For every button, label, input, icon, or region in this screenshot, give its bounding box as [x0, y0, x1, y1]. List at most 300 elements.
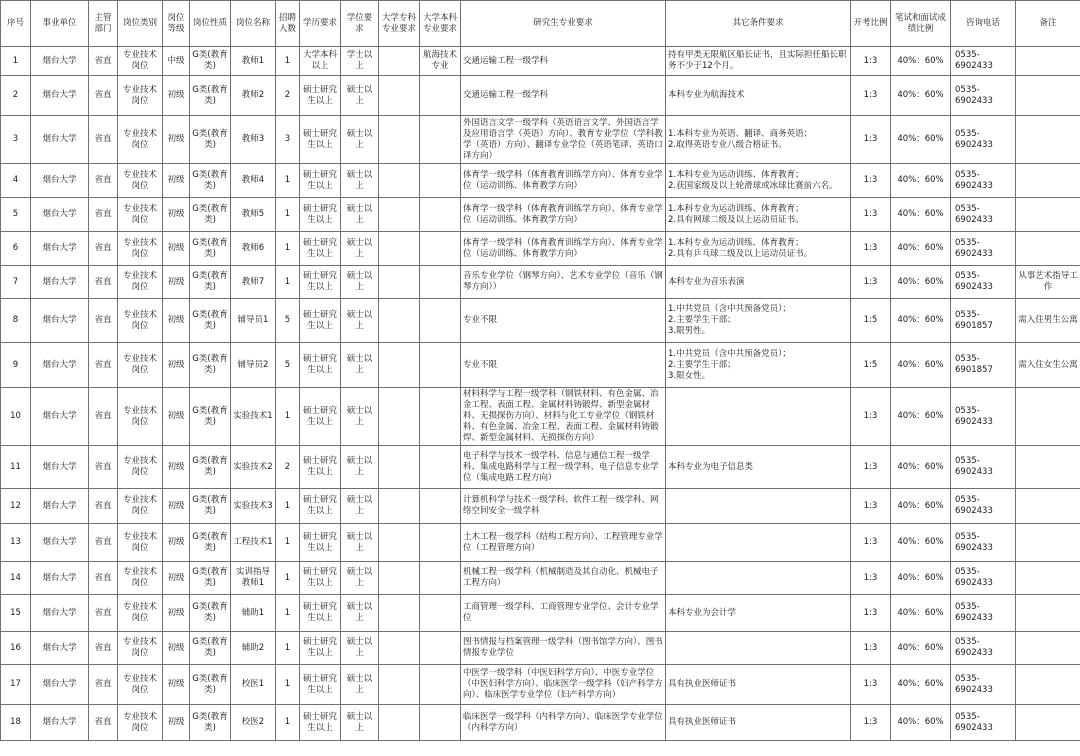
cell-cat: 专业技术岗位: [118, 76, 163, 116]
cell-ratio: 1:3: [851, 632, 891, 665]
cell-note: 需入住男生公寓: [1016, 299, 1080, 343]
cell-no: 17: [1, 665, 31, 705]
cell-degree: 硕士以上: [341, 524, 379, 562]
cell-unit: 烟台大学: [31, 489, 89, 524]
cell-nature: G类(教育类): [190, 632, 231, 665]
cell-other: [666, 632, 851, 665]
cell-cat: 专业技术岗位: [118, 562, 163, 595]
cell-cat: 专业技术岗位: [118, 299, 163, 343]
cell-dept: 省直: [89, 562, 118, 595]
cell-no: 12: [1, 489, 31, 524]
cell-name: 实验技术2: [231, 446, 276, 489]
table-row: [1, 198, 1080, 232]
cell-note: [1016, 232, 1080, 266]
cell-cat: 专业技术岗位: [118, 489, 163, 524]
cell-phone: 0535-6902433: [951, 665, 1016, 705]
cell-count: 1: [276, 705, 300, 741]
cell-name: 实验技术1: [231, 388, 276, 446]
cell-score: 40%：60%: [891, 632, 951, 665]
header-cell: 大学专科专业要求: [379, 1, 420, 47]
cell-count: 1: [276, 489, 300, 524]
cell-other: [666, 524, 851, 562]
cell-degree: 硕士以上: [341, 232, 379, 266]
cell-unit: 烟台大学: [31, 266, 89, 299]
cell-no: 7: [1, 266, 31, 299]
cell-other: 1.本科专业为运动训练、体育教育； 2.具有乒乓球二级及以上运动员证书。: [666, 232, 851, 266]
cell-grad: 中医学一级学科（中医妇科学方向）、中医专业学位（中医妇科学方向）、临床医学一级学科（妇产科学方向）、临床医学专业学位（妇产科学方向）: [461, 665, 666, 705]
cell-no: 5: [1, 198, 31, 232]
cell-name: 教师3: [231, 116, 276, 164]
cell-degree: 硕士以上: [341, 562, 379, 595]
cell-degree: 硕士以上: [341, 489, 379, 524]
cell-no: 16: [1, 632, 31, 665]
cell-other: [666, 489, 851, 524]
cell-count: 1: [276, 595, 300, 632]
header-cell: 其它条件要求: [666, 1, 851, 47]
cell-score: 40%：60%: [891, 198, 951, 232]
cell-other: 具有执业医师证书: [666, 665, 851, 705]
cell-unit: 烟台大学: [31, 116, 89, 164]
cell-degree: 硕士以上: [341, 705, 379, 741]
cell-no: 8: [1, 299, 31, 343]
cell-cat: 专业技术岗位: [118, 595, 163, 632]
cell-grad: 外国语言文学一级学科（英语语言文学、外国语言学及应用语言学（英语）方向）、教育专业学位（学科教学（英语）方向）、翻译专业学位（英语笔译、英语口译方向）: [461, 116, 666, 164]
cell-count: 2: [276, 446, 300, 489]
cell-no: 2: [1, 76, 31, 116]
cell-score: 40%：60%: [891, 705, 951, 741]
cell-name: 实训指导教师1: [231, 562, 276, 595]
cell-count: 1: [276, 524, 300, 562]
cell-level: 初级: [163, 665, 190, 705]
cell-grad: 电子科学与技术一级学科、信息与通信工程一级学科、集成电路科学与工程一级学科、电子信息专业学位（集成电路工程方向）: [461, 446, 666, 489]
cell-nature: G类(教育类): [190, 595, 231, 632]
cell-count: 1: [276, 665, 300, 705]
cell-ratio: 1:3: [851, 76, 891, 116]
cell-grad: 图书情报与档案管理一级学科（图书馆学方向）、图书情报专业学位: [461, 632, 666, 665]
cell-level: 初级: [163, 705, 190, 741]
cell-name: 教师7: [231, 266, 276, 299]
cell-grad: 材料科学与工程一级学科（钢铁材料、有色金属、冶金工程、表面工程、金属材料铸锻焊、新型金属材料、无损探伤方向）、材料与化工专业学位（钢铁材料、有色金属、冶金工程、表面工程、金属材料铸锻焊、新型金属材料、无损探伤方向）: [461, 388, 666, 446]
table-row: [1, 705, 1080, 741]
cell-grad: 土木工程一级学科（结构工程方向）、工程管理专业学位（工程管理方向）: [461, 524, 666, 562]
cell-college: [379, 343, 420, 388]
cell-dept: 省直: [89, 232, 118, 266]
cell-college: [379, 299, 420, 343]
header-cell: 学位要求: [341, 1, 379, 47]
cell-unit: 烟台大学: [31, 562, 89, 595]
cell-bachelor: [420, 266, 461, 299]
cell-bachelor: [420, 76, 461, 116]
cell-other: 本科专业为音乐表演: [666, 266, 851, 299]
cell-cat: 专业技术岗位: [118, 343, 163, 388]
cell-level: 初级: [163, 232, 190, 266]
header-row: [1, 1, 1080, 47]
cell-ratio: 1:3: [851, 232, 891, 266]
cell-edu: 硕士研究生以上: [300, 116, 341, 164]
cell-bachelor: [420, 524, 461, 562]
cell-nature: G类(教育类): [190, 388, 231, 446]
cell-phone: 0535-6902433: [951, 632, 1016, 665]
cell-dept: 省直: [89, 47, 118, 76]
cell-count: 1: [276, 266, 300, 299]
cell-bachelor: [420, 116, 461, 164]
cell-note: [1016, 116, 1080, 164]
cell-edu: 硕士研究生以上: [300, 562, 341, 595]
cell-name: 辅助1: [231, 595, 276, 632]
cell-level: 初级: [163, 632, 190, 665]
cell-phone: 0535-6902433: [951, 232, 1016, 266]
cell-phone: 0535-6902433: [951, 524, 1016, 562]
cell-edu: 硕士研究生以上: [300, 524, 341, 562]
cell-bachelor: [420, 632, 461, 665]
cell-college: [379, 595, 420, 632]
cell-count: 1: [276, 164, 300, 198]
cell-college: [379, 47, 420, 76]
cell-dept: 省直: [89, 665, 118, 705]
cell-score: 40%：60%: [891, 116, 951, 164]
cell-count: 2: [276, 76, 300, 116]
cell-unit: 烟台大学: [31, 164, 89, 198]
cell-college: [379, 446, 420, 489]
cell-name: 工程技术1: [231, 524, 276, 562]
header-cell: 学历要求: [300, 1, 341, 47]
cell-dept: 省直: [89, 116, 118, 164]
cell-college: [379, 116, 420, 164]
cell-edu: 硕士研究生以上: [300, 343, 341, 388]
cell-count: 5: [276, 299, 300, 343]
cell-note: [1016, 524, 1080, 562]
cell-nature: G类(教育类): [190, 524, 231, 562]
cell-other: 持有甲类无限航区船长证书，且实际担任船长职务不少于12个月。: [666, 47, 851, 76]
header-cell: 咨询电话: [951, 1, 1016, 47]
cell-college: [379, 705, 420, 741]
table-row: [1, 595, 1080, 632]
cell-college: [379, 524, 420, 562]
cell-dept: 省直: [89, 299, 118, 343]
cell-level: 初级: [163, 116, 190, 164]
cell-edu: 硕士研究生以上: [300, 76, 341, 116]
cell-cat: 专业技术岗位: [118, 388, 163, 446]
cell-degree: 硕士以上: [341, 116, 379, 164]
cell-name: 辅导员2: [231, 343, 276, 388]
cell-score: 40%：60%: [891, 595, 951, 632]
cell-name: 教师2: [231, 76, 276, 116]
cell-dept: 省直: [89, 388, 118, 446]
cell-note: [1016, 198, 1080, 232]
cell-score: 40%：60%: [891, 299, 951, 343]
cell-ratio: 1:3: [851, 164, 891, 198]
cell-phone: 0535-6902433: [951, 388, 1016, 446]
cell-name: 辅导员1: [231, 299, 276, 343]
cell-level: 初级: [163, 446, 190, 489]
table-body: [1, 47, 1080, 741]
cell-no: 18: [1, 705, 31, 741]
cell-edu: 硕士研究生以上: [300, 266, 341, 299]
cell-note: [1016, 595, 1080, 632]
cell-phone: 0535-6901857: [951, 343, 1016, 388]
cell-dept: 省直: [89, 632, 118, 665]
header-cell: 开考比例: [851, 1, 891, 47]
cell-degree: 硕士以上: [341, 388, 379, 446]
cell-unit: 烟台大学: [31, 446, 89, 489]
cell-grad: 专业不限: [461, 299, 666, 343]
table-row: [1, 524, 1080, 562]
cell-ratio: 1:3: [851, 562, 891, 595]
table-row: [1, 665, 1080, 705]
cell-edu: 硕士研究生以上: [300, 595, 341, 632]
cell-note: [1016, 705, 1080, 741]
table-row: [1, 47, 1080, 76]
cell-phone: 0535-6902433: [951, 116, 1016, 164]
cell-score: 40%：60%: [891, 446, 951, 489]
cell-edu: 大学本科以上: [300, 47, 341, 76]
cell-phone: 0535-6902433: [951, 266, 1016, 299]
cell-no: 10: [1, 388, 31, 446]
cell-level: 初级: [163, 489, 190, 524]
cell-dept: 省直: [89, 343, 118, 388]
header-cell: 备注: [1016, 1, 1080, 47]
cell-nature: G类(教育类): [190, 164, 231, 198]
table-row: [1, 266, 1080, 299]
cell-unit: 烟台大学: [31, 76, 89, 116]
cell-name: 教师1: [231, 47, 276, 76]
cell-phone: 0535-6902433: [951, 164, 1016, 198]
cell-score: 40%：60%: [891, 164, 951, 198]
cell-level: 初级: [163, 164, 190, 198]
cell-no: 6: [1, 232, 31, 266]
cell-count: 5: [276, 343, 300, 388]
cell-college: [379, 164, 420, 198]
cell-other: 1.中共党员（含中共预备党员）； 2.主要学生干部； 3.限女性。: [666, 343, 851, 388]
cell-phone: 0535-6902433: [951, 76, 1016, 116]
cell-name: 校医1: [231, 665, 276, 705]
table-row: [1, 562, 1080, 595]
cell-nature: G类(教育类): [190, 116, 231, 164]
header-cell: 笔试和面试成绩比例: [891, 1, 951, 47]
cell-bachelor: [420, 489, 461, 524]
cell-bachelor: [420, 705, 461, 741]
header-cell: 研究生专业要求: [461, 1, 666, 47]
cell-unit: 烟台大学: [31, 665, 89, 705]
cell-note: [1016, 76, 1080, 116]
cell-grad: 计算机科学与技术一级学科、软件工程一级学科、网络空间安全一级学科: [461, 489, 666, 524]
cell-phone: 0535-6902433: [951, 198, 1016, 232]
cell-dept: 省直: [89, 524, 118, 562]
cell-no: 14: [1, 562, 31, 595]
cell-cat: 专业技术岗位: [118, 665, 163, 705]
cell-level: 初级: [163, 595, 190, 632]
cell-bachelor: [420, 299, 461, 343]
cell-nature: G类(教育类): [190, 232, 231, 266]
cell-degree: 硕士以上: [341, 632, 379, 665]
cell-bachelor: [420, 595, 461, 632]
cell-ratio: 1:3: [851, 446, 891, 489]
cell-count: 1: [276, 562, 300, 595]
cell-edu: 硕士研究生以上: [300, 632, 341, 665]
cell-dept: 省直: [89, 76, 118, 116]
cell-bachelor: [420, 198, 461, 232]
cell-ratio: 1:3: [851, 116, 891, 164]
cell-count: 1: [276, 632, 300, 665]
cell-unit: 烟台大学: [31, 595, 89, 632]
cell-cat: 专业技术岗位: [118, 705, 163, 741]
cell-ratio: 1:3: [851, 489, 891, 524]
cell-bachelor: [420, 562, 461, 595]
cell-dept: 省直: [89, 446, 118, 489]
cell-grad: 体育学一级学科（体育教育训练学方向）、体育专业学位（运动训练、体育教学方向）: [461, 198, 666, 232]
cell-name: 实验技术3: [231, 489, 276, 524]
cell-nature: G类(教育类): [190, 76, 231, 116]
cell-count: 1: [276, 47, 300, 76]
cell-nature: G类(教育类): [190, 446, 231, 489]
cell-dept: 省直: [89, 705, 118, 741]
header-cell: 岗位性质: [190, 1, 231, 47]
cell-note: [1016, 47, 1080, 76]
cell-name: 辅助2: [231, 632, 276, 665]
cell-score: 40%：60%: [891, 665, 951, 705]
cell-nature: G类(教育类): [190, 266, 231, 299]
cell-college: [379, 665, 420, 705]
table-row: [1, 299, 1080, 343]
cell-edu: 硕士研究生以上: [300, 705, 341, 741]
cell-dept: 省直: [89, 198, 118, 232]
cell-score: 40%：60%: [891, 266, 951, 299]
cell-unit: 烟台大学: [31, 524, 89, 562]
cell-bachelor: 航海技术专业: [420, 47, 461, 76]
cell-phone: 0535-6901857: [951, 299, 1016, 343]
cell-count: 1: [276, 388, 300, 446]
cell-edu: 硕士研究生以上: [300, 388, 341, 446]
cell-other: 具有执业医师证书: [666, 705, 851, 741]
cell-other: 本科专业为会计学: [666, 595, 851, 632]
cell-unit: 烟台大学: [31, 388, 89, 446]
cell-phone: 0535-6902433: [951, 562, 1016, 595]
header-cell: 序号: [1, 1, 31, 47]
cell-edu: 硕士研究生以上: [300, 299, 341, 343]
cell-other: 1.中共党员（含中共预备党员）； 2.主要学生干部； 3.限男性。: [666, 299, 851, 343]
cell-note: [1016, 446, 1080, 489]
cell-grad: 机械工程一级学科（机械制造及其自动化、机械电子工程方向）: [461, 562, 666, 595]
cell-phone: 0535-6902433: [951, 47, 1016, 76]
cell-cat: 专业技术岗位: [118, 47, 163, 76]
cell-no: 15: [1, 595, 31, 632]
cell-level: 初级: [163, 299, 190, 343]
cell-no: 13: [1, 524, 31, 562]
cell-level: 初级: [163, 524, 190, 562]
cell-ratio: 1:3: [851, 47, 891, 76]
header-cell: 岗位等级: [163, 1, 190, 47]
cell-unit: 烟台大学: [31, 232, 89, 266]
cell-unit: 烟台大学: [31, 198, 89, 232]
cell-nature: G类(教育类): [190, 665, 231, 705]
cell-college: [379, 232, 420, 266]
table-row: [1, 446, 1080, 489]
cell-level: 中级: [163, 47, 190, 76]
cell-degree: 硕士以上: [341, 343, 379, 388]
cell-degree: 学士以上: [341, 47, 379, 76]
cell-note: [1016, 665, 1080, 705]
cell-nature: G类(教育类): [190, 47, 231, 76]
cell-no: 1: [1, 47, 31, 76]
cell-cat: 专业技术岗位: [118, 446, 163, 489]
cell-edu: 硕士研究生以上: [300, 198, 341, 232]
cell-dept: 省直: [89, 595, 118, 632]
cell-degree: 硕士以上: [341, 595, 379, 632]
cell-unit: 烟台大学: [31, 299, 89, 343]
cell-college: [379, 632, 420, 665]
cell-college: [379, 562, 420, 595]
cell-bachelor: [420, 343, 461, 388]
cell-score: 40%：60%: [891, 76, 951, 116]
cell-grad: 工商管理一级学科、工商管理专业学位、会计专业学位: [461, 595, 666, 632]
cell-ratio: 1:3: [851, 388, 891, 446]
cell-note: 需入住女生公寓: [1016, 343, 1080, 388]
cell-edu: 硕士研究生以上: [300, 164, 341, 198]
cell-cat: 专业技术岗位: [118, 524, 163, 562]
cell-ratio: 1:5: [851, 343, 891, 388]
cell-count: 3: [276, 116, 300, 164]
cell-level: 初级: [163, 266, 190, 299]
table-row: [1, 232, 1080, 266]
cell-nature: G类(教育类): [190, 198, 231, 232]
cell-college: [379, 266, 420, 299]
cell-edu: 硕士研究生以上: [300, 665, 341, 705]
cell-no: 11: [1, 446, 31, 489]
cell-bachelor: [420, 665, 461, 705]
cell-cat: 专业技术岗位: [118, 116, 163, 164]
cell-ratio: 1:3: [851, 665, 891, 705]
cell-other: 本科专业为航海技术: [666, 76, 851, 116]
cell-note: [1016, 164, 1080, 198]
cell-bachelor: [420, 164, 461, 198]
cell-grad: 音乐专业学位（钢琴方向）、艺术专业学位（音乐（钢琴方向））: [461, 266, 666, 299]
cell-level: 初级: [163, 562, 190, 595]
header-cell: 招聘人数: [276, 1, 300, 47]
cell-degree: 硕士以上: [341, 299, 379, 343]
cell-nature: G类(教育类): [190, 705, 231, 741]
cell-college: [379, 489, 420, 524]
cell-score: 40%：60%: [891, 524, 951, 562]
cell-level: 初级: [163, 388, 190, 446]
cell-phone: 0535-6902433: [951, 595, 1016, 632]
cell-cat: 专业技术岗位: [118, 266, 163, 299]
cell-level: 初级: [163, 198, 190, 232]
cell-cat: 专业技术岗位: [118, 232, 163, 266]
cell-grad: 临床医学一级学科（内科学方向）、临床医学专业学位（内科学方向）: [461, 705, 666, 741]
table-row: [1, 388, 1080, 446]
cell-other: [666, 562, 851, 595]
header-cell: 岗位类别: [118, 1, 163, 47]
cell-edu: 硕士研究生以上: [300, 232, 341, 266]
cell-name: 教师6: [231, 232, 276, 266]
table-row: [1, 116, 1080, 164]
table-row: [1, 632, 1080, 665]
header-cell: 大学本科专业要求: [420, 1, 461, 47]
table-row: [1, 164, 1080, 198]
cell-cat: 专业技术岗位: [118, 164, 163, 198]
cell-phone: 0535-6902433: [951, 446, 1016, 489]
cell-college: [379, 76, 420, 116]
cell-bachelor: [420, 232, 461, 266]
cell-note: [1016, 489, 1080, 524]
cell-note: 从事艺术指导工作: [1016, 266, 1080, 299]
cell-nature: G类(教育类): [190, 562, 231, 595]
cell-count: 1: [276, 232, 300, 266]
cell-cat: 专业技术岗位: [118, 632, 163, 665]
cell-unit: 烟台大学: [31, 632, 89, 665]
table-row: [1, 343, 1080, 388]
cell-no: 4: [1, 164, 31, 198]
